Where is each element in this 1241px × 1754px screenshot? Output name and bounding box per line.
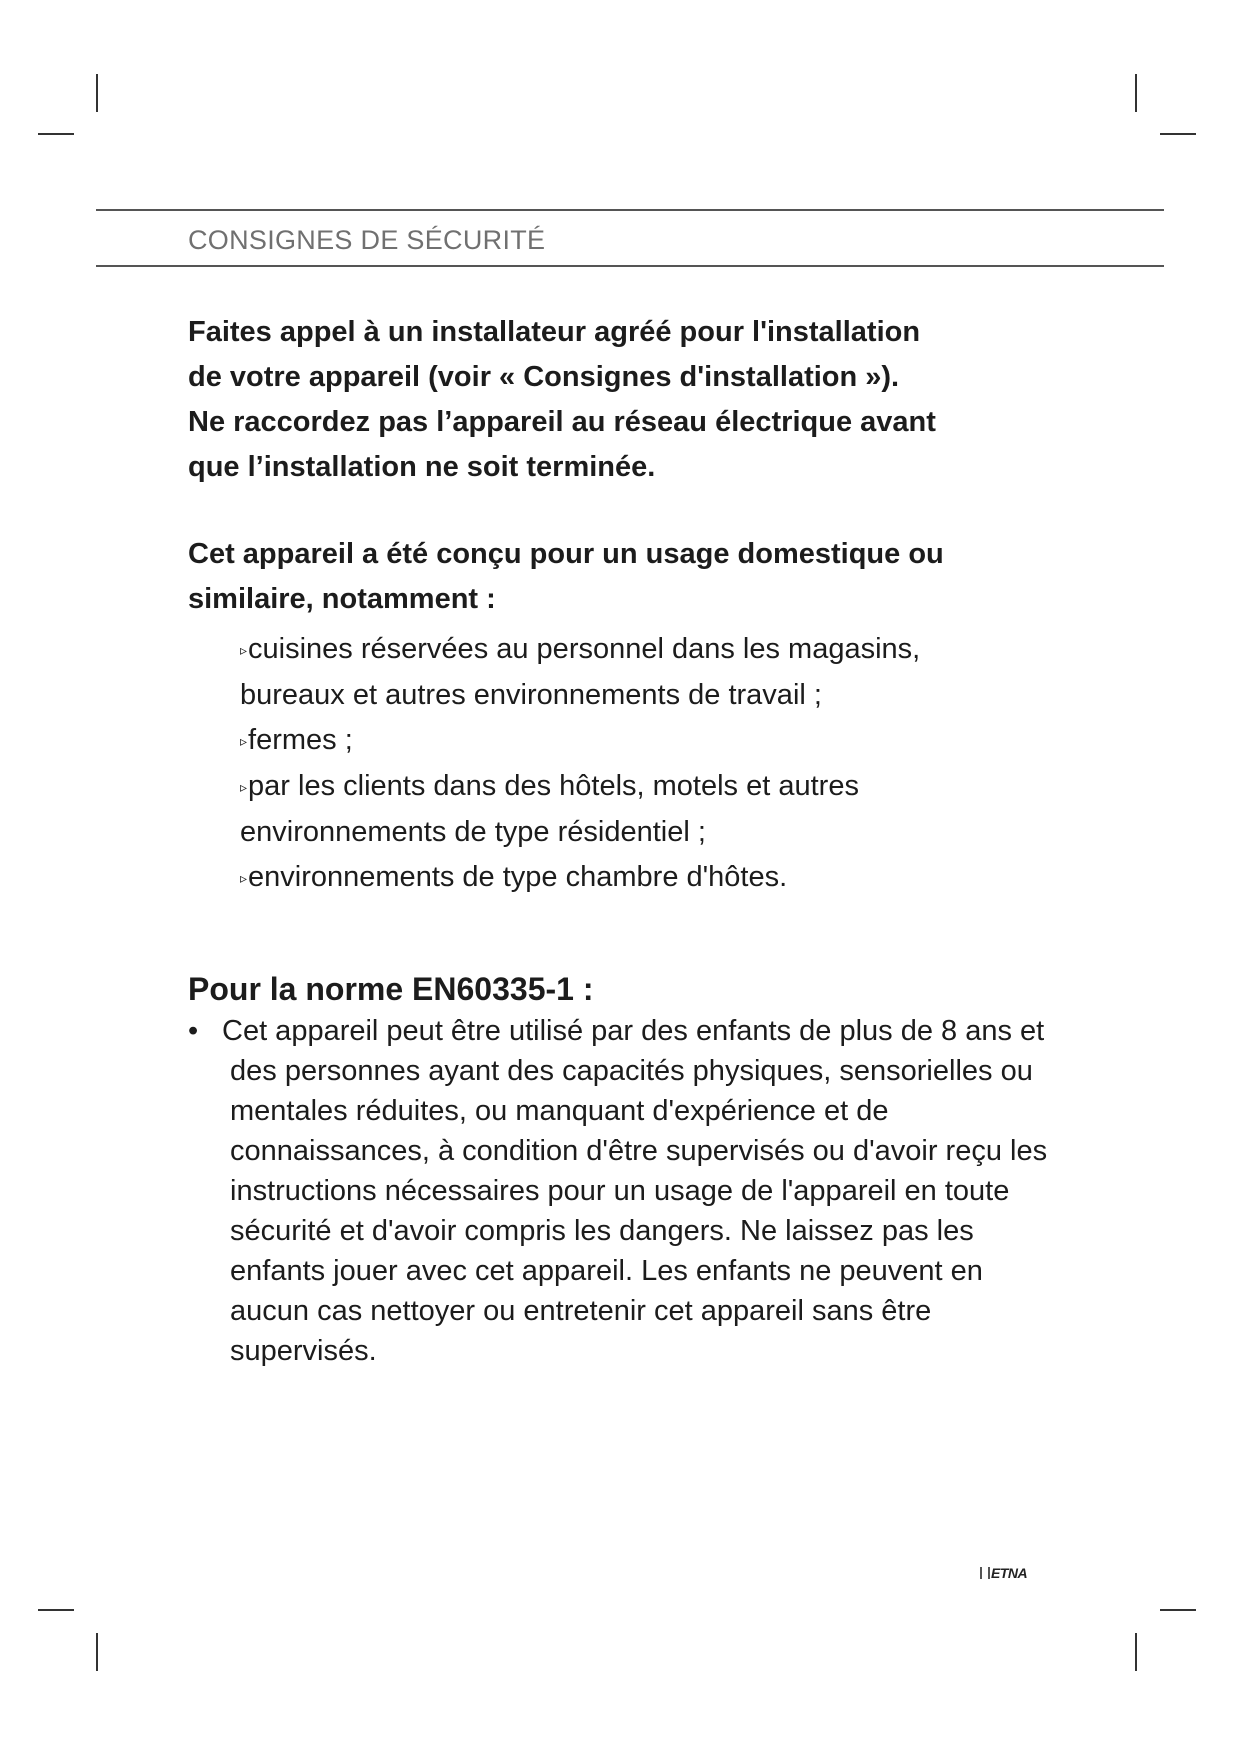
crop-mark-bottom-left-horizontal (38, 1609, 74, 1611)
header-rule-bottom (96, 265, 1164, 267)
brand-logo (980, 1565, 1027, 1581)
usage-list-item (240, 764, 920, 855)
installation-warning-line: de votre appareil (voir « Consignes d'installation »). (188, 361, 900, 393)
usage-item-text: fermes ; (248, 724, 353, 756)
norm-heading: Pour la norme EN60335-1 : (188, 971, 594, 1007)
logo-text: ETNA (991, 1565, 1028, 1581)
triangle-bullet-icon: ▹ (240, 779, 248, 795)
section-title: CONSIGNES DE SÉCURITÉ (188, 225, 546, 255)
usage-list-item (240, 718, 920, 764)
crop-mark-top-right-horizontal (1160, 133, 1196, 135)
triangle-bullet-icon: ▹ (240, 733, 248, 749)
usage-item-text-continued: environnements de type résidentiel ; (240, 816, 706, 848)
triangle-bullet-icon: ▹ (240, 642, 248, 658)
usage-list-item (240, 627, 920, 718)
usage-item-text-continued: bureaux et autres environnements de travail ; (240, 679, 822, 711)
norm-bullet-item (188, 1011, 1068, 1371)
crop-mark-bottom-left-vertical (96, 1633, 98, 1671)
crop-mark-top-right-vertical (1135, 74, 1137, 112)
crop-mark-top-left-vertical (96, 74, 98, 112)
installation-warning-line: que l’installation ne soit terminée. (188, 451, 656, 483)
crop-mark-bottom-right-vertical (1135, 1633, 1137, 1671)
crop-mark-top-left-horizontal (38, 133, 74, 135)
logo-mark-icon (980, 1567, 990, 1579)
triangle-bullet-icon: ▹ (240, 870, 248, 886)
norm-bullet-text: Cet appareil peut être utilisé par des enfants de plus de 8 ans et des personnes ayant des capacités physiques, sensorielles ou mentales réduites, ou manquant d'expérience et de connaissances, à condition d'être supervisés ou d'avoir reçu les instructions nécessaires pour un usage de l'appareil en toute sécurité et d'avoir compris les dangers. Ne laissez pas les enfants jouer avec cet appareil. Les enfants ne peuvent en aucun cas nettoyer ou entretenir cet appareil sans être supervisés. (222, 1015, 1048, 1367)
header-rule-top (96, 209, 1164, 211)
usage-item-text: cuisines réservées au personnel dans les magasins, (248, 633, 921, 665)
usage-intro (188, 532, 944, 622)
usage-intro-line: Cet appareil a été conçu pour un usage domestique ou (188, 538, 944, 570)
installation-warning-line: Ne raccordez pas l’appareil au réseau électrique avant (188, 406, 936, 438)
usage-item-text: environnements de type chambre d'hôtes. (248, 861, 788, 893)
installation-warning (188, 310, 936, 490)
crop-mark-bottom-right-horizontal (1160, 1609, 1196, 1611)
usage-list (240, 627, 920, 901)
bullet-icon: • (188, 1015, 199, 1047)
installation-warning-line: Faites appel à un installateur agréé pour l'installation (188, 316, 921, 348)
usage-intro-line: similaire, notamment : (188, 583, 496, 615)
usage-list-item (240, 855, 920, 901)
usage-item-text: par les clients dans des hôtels, motels et autres (248, 770, 859, 802)
